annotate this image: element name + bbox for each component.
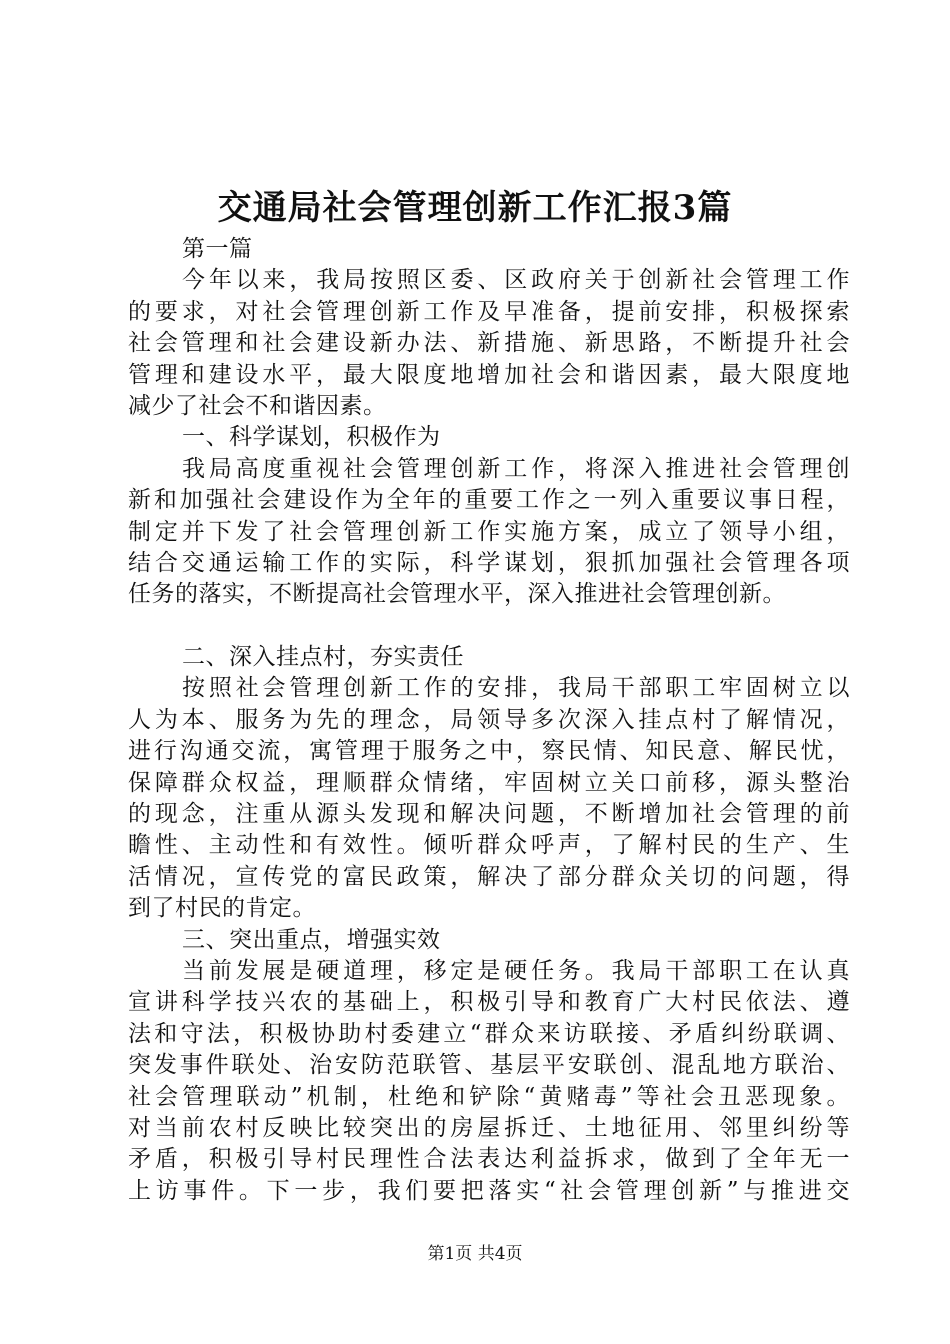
blank-line [128, 611, 850, 642]
text-line: 社会管理和社会建设新办法、新措施、新思路，不断提升社会 [128, 330, 850, 357]
text-line: 我局高度重视社会管理创新工作，将深入推进社会管理创 [182, 455, 850, 482]
text-line: 进行沟通交流，寓管理于服务之中，察民情、知民意、解民忧， [128, 738, 850, 765]
text-line: 三、突出重点，增强实效 [182, 926, 441, 953]
text-line: 人为本、服务为先的理念，局领导多次深入挂点村了解情况， [128, 706, 850, 733]
text-line: 社会管理联动”机制，杜绝和铲除“黄赌毒”等社会丑恶现象。 [128, 1083, 850, 1110]
text-line: 管理和建设水平，最大限度地增加社会和谐因素，最大限度地 [128, 361, 850, 388]
text-line: 当前发展是硬道理，移定是硬任务。我局干部职工在认真 [182, 957, 850, 984]
text-line: 宣讲科学技兴农的基础上，积极引导和教育广大村民依法、遵 [128, 989, 850, 1016]
text-line: 制定并下发了社会管理创新工作实施方案，成立了领导小组， [128, 518, 850, 545]
text-line: 的现念，注重从源头发现和解决问题，不断增加社会管理的前 [128, 801, 850, 828]
text-line: 对当前农村反映比较突出的房屋拆迁、土地征用、邻里纠纷等 [128, 1114, 850, 1141]
text-line: 到了村民的肯定。 [128, 895, 316, 922]
text-line: 瞻性、主动性和有效性。倾听群众呼声，了解村民的生产、生 [128, 832, 850, 859]
text-line: 保障群众权益，理顺群众情绪，牢固树立关口前移，源头整治 [128, 769, 850, 796]
text-line: 矛盾，积极引导村民理性合法表达利益拆求，做到了全年无一 [128, 1146, 850, 1173]
text-line: 法和守法，积极协助村委建立“群众来访联接、矛盾纠纷联调、 [128, 1020, 850, 1047]
text-line: 今年以来，我局按照区委、区政府关于创新社会管理工作 [182, 267, 850, 294]
document-title: 交通局社会管理创新工作汇报3篇 [217, 188, 733, 228]
text-line: 第一篇 [182, 236, 253, 262]
text-line: 的要求，对社会管理创新工作及早准备，提前安排，积极探索 [128, 298, 850, 325]
text-line: 一、科学谋划，积极作为 [182, 424, 441, 451]
text-line: 新和加强社会建设作为全年的重要工作之一列入重要议事日程， [128, 487, 850, 514]
text-line: 按照社会管理创新工作的安排，我局干部职工牢固树立以 [182, 675, 850, 702]
text-line: 结合交通运输工作的实际，科学谋划，狠抓加强社会管理各项 [128, 549, 850, 576]
text-line: 突发事件联处、治安防范联管、基层平安联创、混乱地方联治、 [128, 1052, 850, 1079]
text-line: 任务的落实，不断提高社会管理水平，深入推进社会管理创新。 [128, 581, 786, 608]
text-line: 上访事件。下一步，我们要把落实“社会管理创新”与推进交 [128, 1177, 850, 1204]
page-footer: 第1页 共4页 [427, 1244, 523, 1264]
document-body [128, 234, 850, 1207]
text-line: 二、深入挂点村，夯实责任 [182, 644, 464, 671]
text-line: 活情况，宣传党的富民政策，解决了部分群众关切的问题，得 [128, 863, 850, 890]
text-line: 减少了社会不和谐因素。 [128, 392, 387, 419]
